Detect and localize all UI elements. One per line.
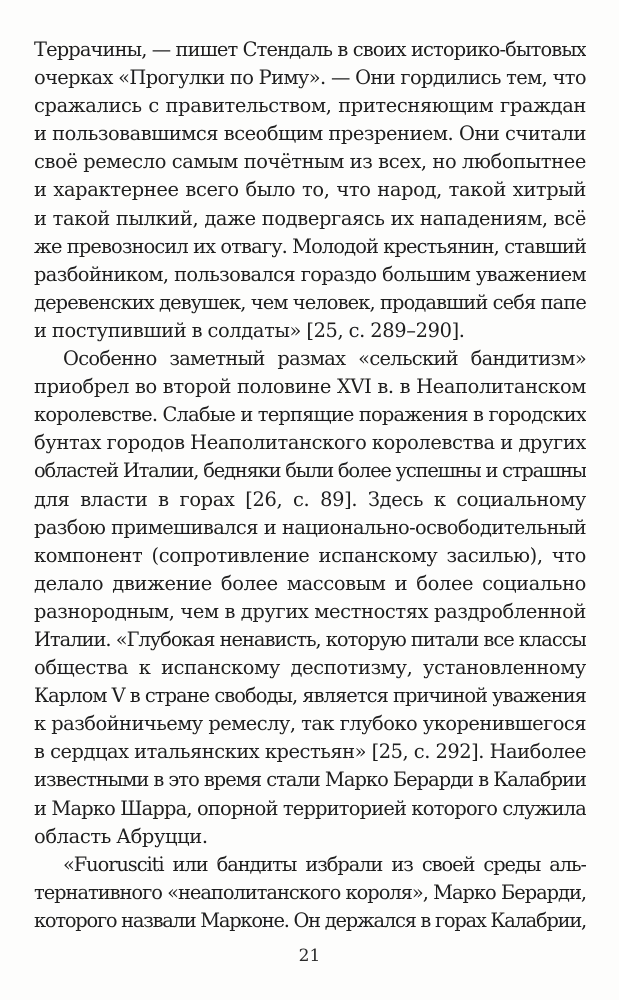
text-line: областей Италии, бедняки были более успешны и страшны <box>34 459 586 483</box>
text-line: сражались с правительством, притесняющим граждан <box>34 94 586 118</box>
text-line: же превозносил их отвагу. Молодой крестьянин, ставший <box>34 234 586 258</box>
paragraph-1 <box>34 36 586 345</box>
text-line: разнородным, чем в других местностях раздробленной <box>34 599 586 623</box>
text-line: «Fuorusciti или бандиты избрали из своей среды аль- <box>63 852 586 876</box>
text-line: и характернее всего было то, что народ, такой хитрый <box>34 178 586 202</box>
text-line: которого назвали Марконе. Он держался в горах Калабрии, <box>34 908 586 932</box>
text-line: и такой пылкий, даже подвергаясь их нападениям, всё <box>34 206 586 230</box>
text-line: разбойником, пользовался гораздо большим уважением <box>34 262 586 286</box>
text-line: приобрел во второй половине XVI в. в Неаполитанском <box>34 375 586 399</box>
text-line: и поступивший в солдаты» [25, с. 289–290]. <box>34 318 465 342</box>
text-line: Италии. «Глубокая ненависть, которую питали все классы <box>34 627 586 651</box>
text-line: тернативного «неаполитанского короля», Марко Берарди, <box>34 880 586 904</box>
text-line: в сердцах итальянских крестьян» [25, с. 292]. Наиболее <box>34 740 586 764</box>
text-line: область Абруцци. <box>34 824 208 848</box>
text-line: Карлом V в стране свободы, является причиной уважения <box>34 684 586 708</box>
text-line: Особенно заметный размах «сельский бандитизм» <box>63 347 586 371</box>
body-text <box>34 36 586 935</box>
text-line: разбою примешивался и национально-освободительный <box>34 515 586 539</box>
text-line: общества к испанскому деспотизму, установленному <box>34 656 586 680</box>
text-line: к разбойничьему ремеслу, так глубоко укоренившегося <box>34 712 586 736</box>
text-line: своё ремесло самым почётным из всех, но любопытнее <box>34 150 586 174</box>
text-line: известными в это время стали Марко Берарди в Калабрии <box>34 768 586 792</box>
text-line: делало движение более массовым и более социально <box>34 571 586 595</box>
text-line: бунтах городов Неаполитанского королевства и других <box>34 431 586 455</box>
paragraph-3 <box>34 851 586 935</box>
page-number: 21 <box>298 946 321 966</box>
text-line: и Марко Шарра, опорной территорией которого служила <box>34 796 586 820</box>
text-line: очерках «Прогулки по Риму». — Они гордились тем, что <box>34 66 586 90</box>
text-line: для власти в горах [26, с. 89]. Здесь к социальному <box>34 487 586 511</box>
text-line: и пользовавшимся всеобщим презрением. Они считали <box>34 122 586 146</box>
text-line: Террачины, — пишет Стендаль в своих историко-бытовых <box>34 38 586 61</box>
text-line: королевстве. Слабые и терпящие поражения в городских <box>34 403 586 427</box>
text-line: компонент (сопротивление испанскому засилью), что <box>34 543 586 567</box>
paragraph-2 <box>34 345 586 851</box>
text-line: деревенских девушек, чем человек, продавший себя папе <box>34 290 586 314</box>
